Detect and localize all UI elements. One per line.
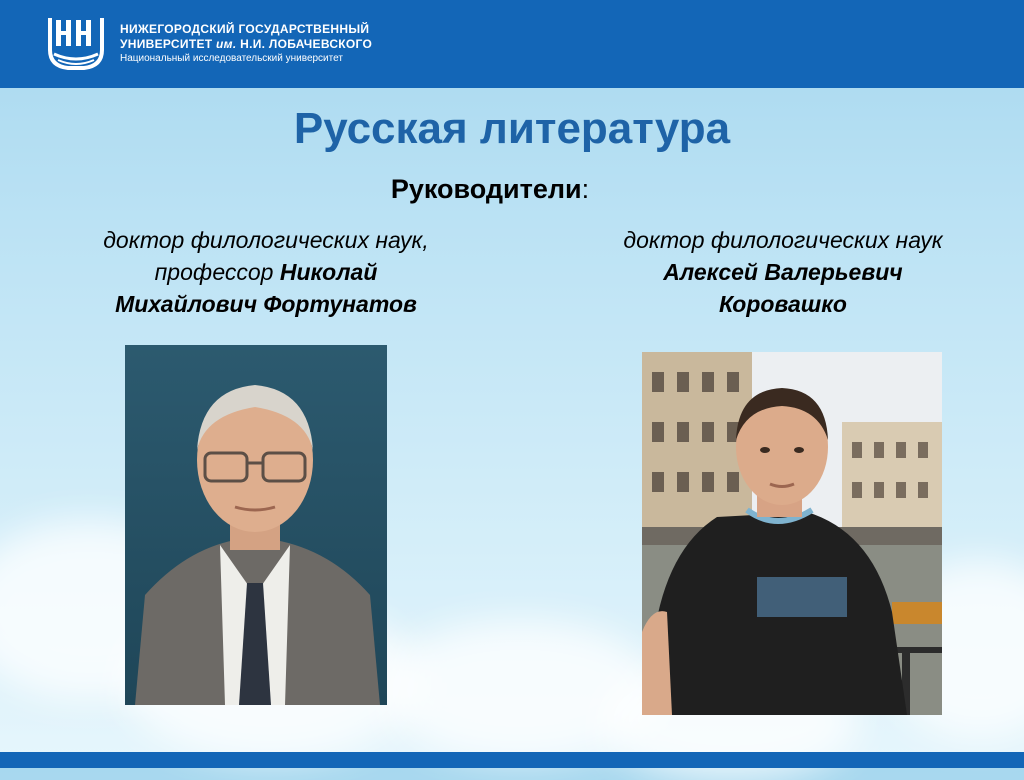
university-name-part: им. bbox=[216, 37, 237, 51]
portrait-photo-2 bbox=[642, 352, 942, 715]
footer-bar bbox=[0, 752, 1024, 768]
person-1-name-rest: Михайлович Фортунатов bbox=[115, 291, 417, 317]
university-name-part: Н.И. ЛОБАЧЕВСКОГО bbox=[236, 37, 373, 51]
person-1-rank: профессор bbox=[154, 259, 280, 285]
person-2-name-rest: Коровашко bbox=[719, 291, 847, 317]
university-name-line1: НИЖЕГОРОДСКИЙ ГОСУДАРСТВЕННЫЙ bbox=[120, 22, 370, 36]
university-name-line2 bbox=[120, 37, 372, 52]
person-1-name-first: Николай bbox=[279, 259, 378, 285]
person-1-title-line bbox=[40, 256, 492, 288]
slide-subtitle bbox=[0, 174, 980, 205]
header-bar bbox=[0, 0, 1024, 88]
slide-title: Русская литература bbox=[293, 104, 731, 153]
subtitle-text: Руководители bbox=[390, 174, 582, 204]
university-name-part: УНИВЕРСИТЕТ bbox=[120, 37, 217, 51]
university-name bbox=[120, 22, 372, 66]
portrait-1-image bbox=[125, 345, 387, 705]
portrait-2-image bbox=[642, 352, 942, 715]
university-logo bbox=[44, 14, 108, 74]
person-2-degree: доктор филологических наук bbox=[623, 227, 943, 253]
person-1-caption bbox=[40, 224, 492, 320]
subtitle-colon: : bbox=[581, 174, 590, 204]
person-1-degree: доктор филологических наук, bbox=[103, 227, 429, 253]
portrait-photo-1 bbox=[125, 345, 387, 705]
person-2-name-first: Алексей Валерьевич bbox=[663, 259, 903, 285]
university-status: Национальный исследовательский университет bbox=[120, 53, 343, 64]
person-2-caption bbox=[560, 224, 1006, 320]
